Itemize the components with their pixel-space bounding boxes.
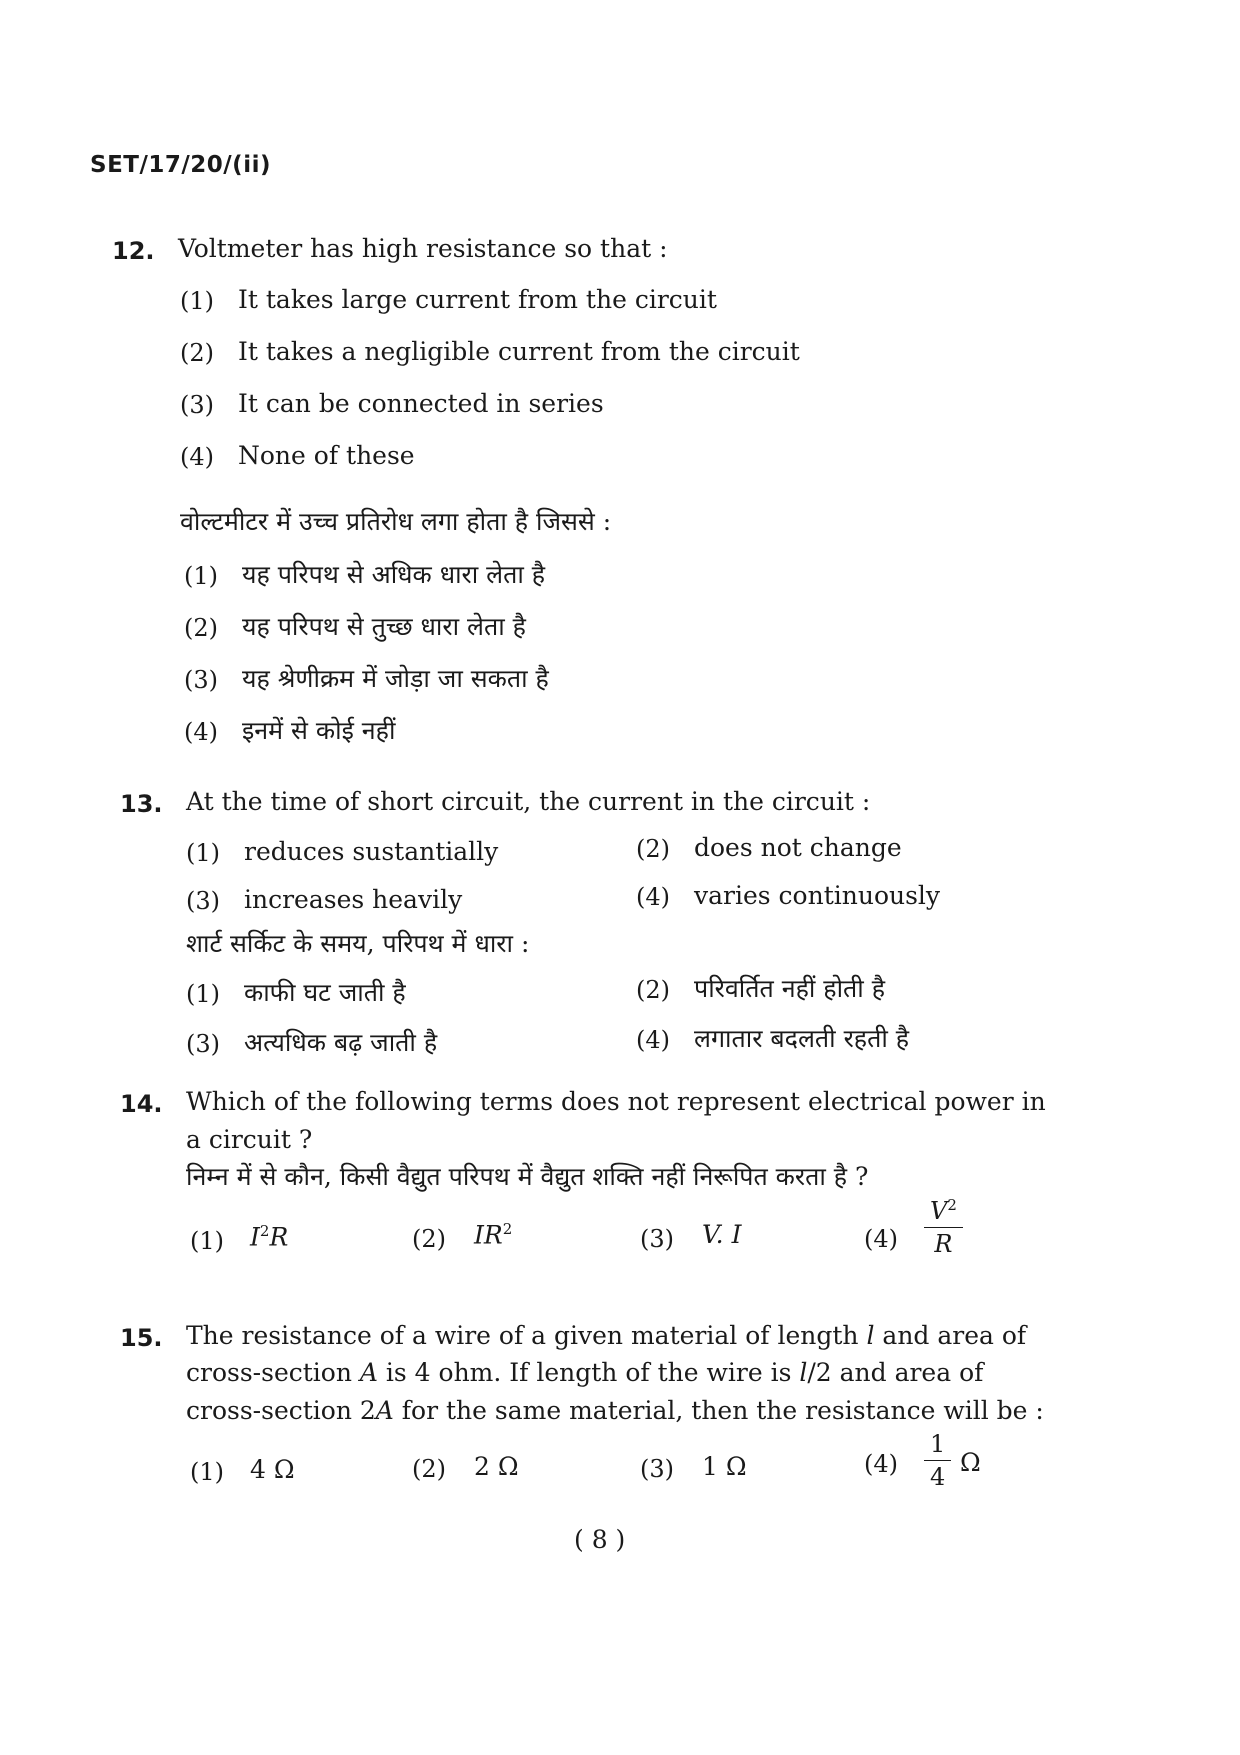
question-text: cross-section 2A for the same material, then the resistance will be : (186, 1396, 1044, 1425)
option-number: (1) (190, 1458, 224, 1486)
option-number: (4) (184, 718, 218, 746)
option-number: (2) (412, 1225, 446, 1253)
hindi-option-text: इनमें से कोई नहीं (242, 716, 396, 745)
option-number: (3) (184, 666, 218, 694)
option-number: (3) (180, 391, 214, 419)
option-number: (2) (636, 835, 670, 863)
question-text: cross-section A is 4 ohm. If length of the wire is l/2 and area of (186, 1358, 984, 1387)
option-number: (2) (180, 339, 214, 367)
option-text: It can be connected in series (238, 389, 604, 418)
question-text: a circuit ? (186, 1125, 313, 1154)
option-number: (4) (180, 443, 214, 471)
question-number: 14. (120, 1090, 163, 1118)
hindi-question-text: वोल्टमीटर में उच्च प्रतिरोध लगा होता है जिससे : (180, 507, 612, 536)
hindi-option-text: यह श्रेणीक्रम में जोड़ा जा सकता है (242, 664, 549, 693)
option-number: (3) (186, 1030, 220, 1058)
hindi-question-text: शार्ट सर्किट के समय, परिपथ में धारा : (186, 929, 530, 958)
option-text: does not change (694, 833, 902, 862)
option-text: It takes a negligible current from the circuit (238, 337, 800, 366)
paper-code: SET/17/20/(ii) (90, 152, 271, 178)
option-number: (3) (186, 887, 220, 915)
option-number: (2) (412, 1455, 446, 1483)
hindi-option-text: काफी घट जाती है (244, 978, 406, 1007)
option-text: V. I (702, 1220, 742, 1249)
question-number: 12. (112, 237, 155, 265)
unit-symbol: Ω (960, 1448, 981, 1477)
hindi-option-text: परिवर्तित नहीं होती है (694, 974, 885, 1003)
hindi-option-text: यह परिपथ से तुच्छ धारा लेता है (242, 612, 526, 641)
fraction: $\frac{1}{4}$ (924, 1430, 951, 1491)
option-number: (1) (180, 287, 214, 315)
option-text: varies continuously (694, 881, 941, 910)
option-number: (1) (190, 1227, 224, 1255)
option-text: 1 Ω (702, 1452, 747, 1481)
option-text: 2 Ω (474, 1452, 519, 1481)
option-number: (2) (184, 614, 218, 642)
page-number: ( 8 ) (574, 1525, 626, 1554)
option-text: reduces sustantially (244, 837, 499, 866)
option-text: It takes large current from the circuit (238, 285, 717, 314)
option-number: (1) (186, 839, 220, 867)
option-text: $IR^2$ (474, 1220, 513, 1250)
option-number: (3) (640, 1455, 674, 1483)
option-number: (4) (864, 1450, 898, 1478)
option-number: (1) (184, 562, 218, 590)
option-number: (1) (186, 980, 220, 1008)
question-text: The resistance of a wire of a given material of length l and area of (186, 1321, 1027, 1350)
question-text: At the time of short circuit, the current in the circuit : (186, 787, 871, 816)
option-text: None of these (238, 441, 415, 470)
option-text: $I^2R$ (250, 1222, 289, 1252)
option-number: (4) (636, 1026, 670, 1054)
option-text: 4 Ω (250, 1455, 295, 1484)
hindi-option-text: यह परिपथ से अधिक धारा लेता है (242, 560, 546, 589)
question-number: 15. (120, 1324, 163, 1352)
fraction: $\frac{V^2}{R}$ (924, 1196, 963, 1258)
option-number: (4) (636, 883, 670, 911)
question-text: Which of the following terms does not represent electrical power in (186, 1087, 1046, 1116)
hindi-question-text: निम्न में से कौन, किसी वैद्युत परिपथ में वैद्युत शक्ति नहीं निरूपित करता है ? (186, 1162, 869, 1191)
question-number: 13. (120, 790, 163, 818)
option-text: increases heavily (244, 885, 463, 914)
hindi-option-text: अत्यधिक बढ़ जाती है (244, 1028, 438, 1057)
option-number: (2) (636, 976, 670, 1004)
question-text: Voltmeter has high resistance so that : (178, 234, 668, 263)
option-number: (4) (864, 1225, 898, 1253)
hindi-option-text: लगातार बदलती रहती है (694, 1024, 910, 1053)
option-number: (3) (640, 1225, 674, 1253)
